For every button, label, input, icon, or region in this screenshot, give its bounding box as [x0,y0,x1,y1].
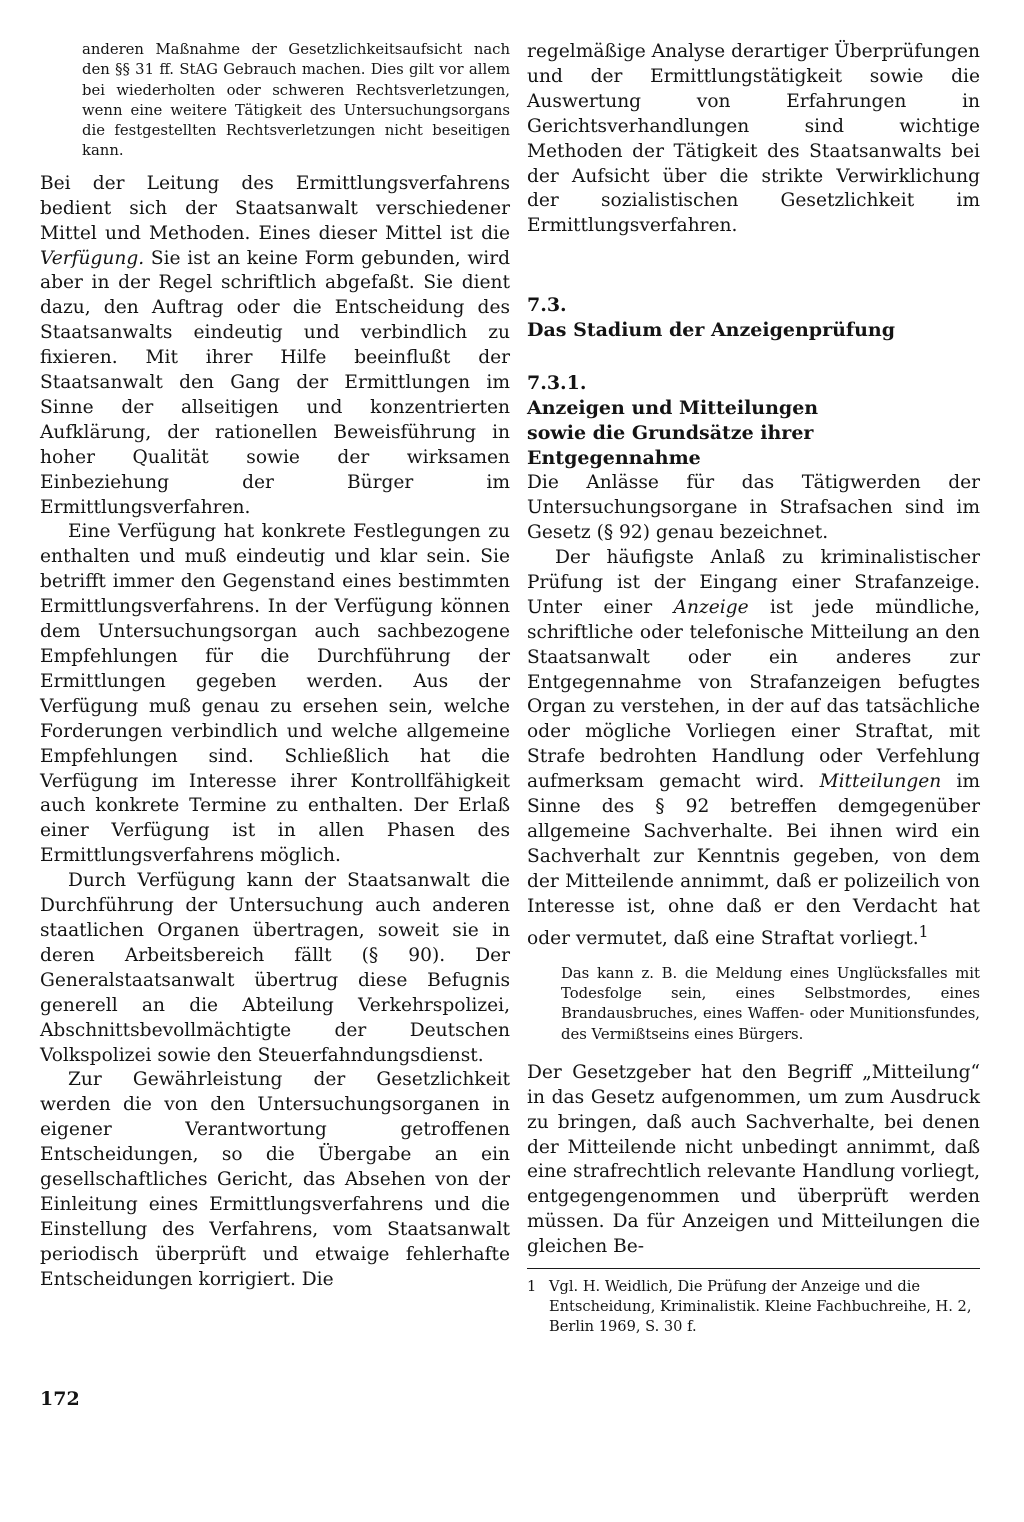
emphasis-anzeige: Anzeige [673,596,749,618]
subsection-title-line-1: Anzeigen und Mitteilungen [527,397,819,420]
footnote [527,1277,980,1337]
footnote-text: Vgl. H. Weidlich, Die Prüfung der Anzeige und die Entscheidung, Kriminalistik. Kleine Fachbuchreihe, H. 2, Berlin 1969, S. 30 f. [549,1278,972,1336]
section-title: Das Stadium der Anzeigenprüfung [527,319,895,342]
paragraph-analyse: regelmäßige Analyse derartiger Überprüfungen und der Ermittlungstätigkeit sowie die Auswertung von Erfahrungen in Gerichtsverhandlungen sind wichtige Methoden der Tätigkeit des Staatsanwalts bei der Aufsicht über die strikte Verwirklichung der sozialistischen Gesetzlichkeit im Ermittlungsverfahren. [527,41,980,237]
paragraph-gesetzgeber: Der Gesetzgeber hat den Begriff „Mitteilung“ in das Gesetz aufgenommen, um zum Ausdruck zu bringen, daß auch Sachverhalte, bei denen der Mitteilende nicht unbedingt annimmt, daß eine strafrechtlich relevante Handlung vorliegt, entgegengenommen und überprüft werden müssen. Da für Anzeigen und Mitteilungen die gleichen Be- [527,1061,980,1258]
paragraph-festlegungen: Eine Verfügung hat konkrete Festlegungen zu enthalten und muß eindeutig und klar sein. Sie betrifft immer den Gegenstand eines bestimmten Ermittlungsverfahrens. In der Verfügung können dem Untersuchungsorgan auch sachbezogene Empfehlungen für die Durchführung der Ermittlungen gegeben werden. Aus der Verfügung muß genau zu ersehen sein, welche Forderungen verbindlich und welche allgemeine Empfehlungen sind. Schließlich hat die Verfügung im Interesse ihrer Kontrollfähigkeit auch konkrete Termine zu enthalten. Der Erlaß einer Verfügung ist in allen Phasen des Ermittlungsverfahrens möglich. [40,521,510,867]
paragraph-anzeige [527,546,980,952]
paragraph-verfuegung [40,172,510,521]
text-run: Sie ist an keine Form gebunden, wird aber in der Regel schriftlich abgefaßt. Sie dient dazu, den Auftrag oder die Entscheidung des Staatsanwalts eindeutig und verbindlich zu fixieren. Mit ihrer Hilfe beeinflußt der Staatsanwalt den Gang der Ermittlungen im Sinne der allseitigen und konzentrierten Aufklärung, der rationellen Beweisführung in hoher Qualität sowie der wirksamen Einbeziehung der Bürger im Ermittlungsverfahren. [40,247,510,518]
page-number: 172 [40,1388,80,1410]
emphasis-mitteilungen: Mitteilungen [819,771,942,793]
footnote-divider [527,1268,980,1269]
paragraph-durchfuehrung: Durch Verfügung kann der Staatsanwalt die Durchführung der Untersuchung auch anderen staatlichen Organen übertragen, soweit sie in deren Arbeitsbereich fällt (§ 90). Der Generalstaatsanwalt übertrug diese Befugnis generell an die Abteilung Verkehrspolizei, Abschnittsbevollmächtigte der Deutschen Volkspolizei sowie den Steuerfahndungsdienst. [40,870,510,1066]
emphasis-verfuegung: Verfügung. [40,247,145,269]
subsection-title-line-2: sowie die Grundsätze ihrer Entgegennahme [527,422,814,470]
text-run: Bei der Leitung des Ermittlungsverfahrens bedient sich der Staatsanwalt verschiedener Mittel und Methoden. Eines dieser Mittel ist die [40,172,510,244]
subsection-number: 7.3.1. [527,372,587,395]
indented-note-right: Das kann z. B. die Meldung eines Unglücksfalles mit Todesfolge sein, eines Selbstmordes, eines Brandausbruches, eines Waffen- oder Munitionsfundes, des Vermißtseins eines Bürgers. [561,964,980,1043]
section-number: 7.3. [527,294,567,317]
paragraph-anlaesse: Die Anlässe für das Tätigwerden der Untersuchungsorgane in Strafsachen sind im Gesetz (§ 92) genau bezeichnet. [527,472,980,544]
text-run: im Sinne des § 92 betreffen demgegenüber allgemeine Sachverhalte. Bei ihnen wird ein Sachverhalt zur Kenntnis gegeben, von dem der Mitteilende annimmt, daß er polizeilich von Interesse ist, ohne daß er den Verdacht hat oder vermutet, daß eine Straftat vorliegt. [527,771,980,949]
text-run: Der häufigste Anlaß zu kriminalistischer Prüfung ist der Eingang einer Strafanzeige. Unter einer [527,546,980,618]
footnote-number: 1 [527,1278,537,1296]
indented-note-left: anderen Maßnahme der Gesetzlichkeitsaufsicht nach den §§ 31 ff. StAG Gebrauch machen. Dies gilt vor allem bei wiederholten oder schweren Rechtsverletzungen, wenn eine weitere Tätigkeit des Untersuchungsorgans die festgestellten Rechtsverletzungen nicht beseitigen kann. [82,41,510,160]
left-column [40,40,510,1293]
text-run: ist jede mündliche, schriftliche oder telefonische Mitteilung an den Staatsanwalt oder ein anderes zur Entgegennahme von Strafanzeigen befugtes Organ zu verstehen, in der auf das tatsächliche oder mögliche Vorliegen einer Straftat, mit Strafe bedrohten Handlung oder Verfehlung aufmerksam gemacht wird. [527,596,980,793]
paragraph-gesetzlichkeit: Zur Gewährleistung der Gesetzlichkeit werden die von den Untersuchungsorganen in eigener Verantwortung getroffenen Entscheidungen, so die Übergabe an ein gesellschaftliches Gericht, das Absehen von der Einleitung eines Ermittlungsverfahrens und die Einstellung des Verfahrens, vom Staatsanwalt periodisch überprüft und etwaige fehlerhafte Entscheidungen korrigiert. Die [40,1069,510,1290]
right-column [527,40,980,1337]
footnote-marker: 1 [918,922,929,941]
